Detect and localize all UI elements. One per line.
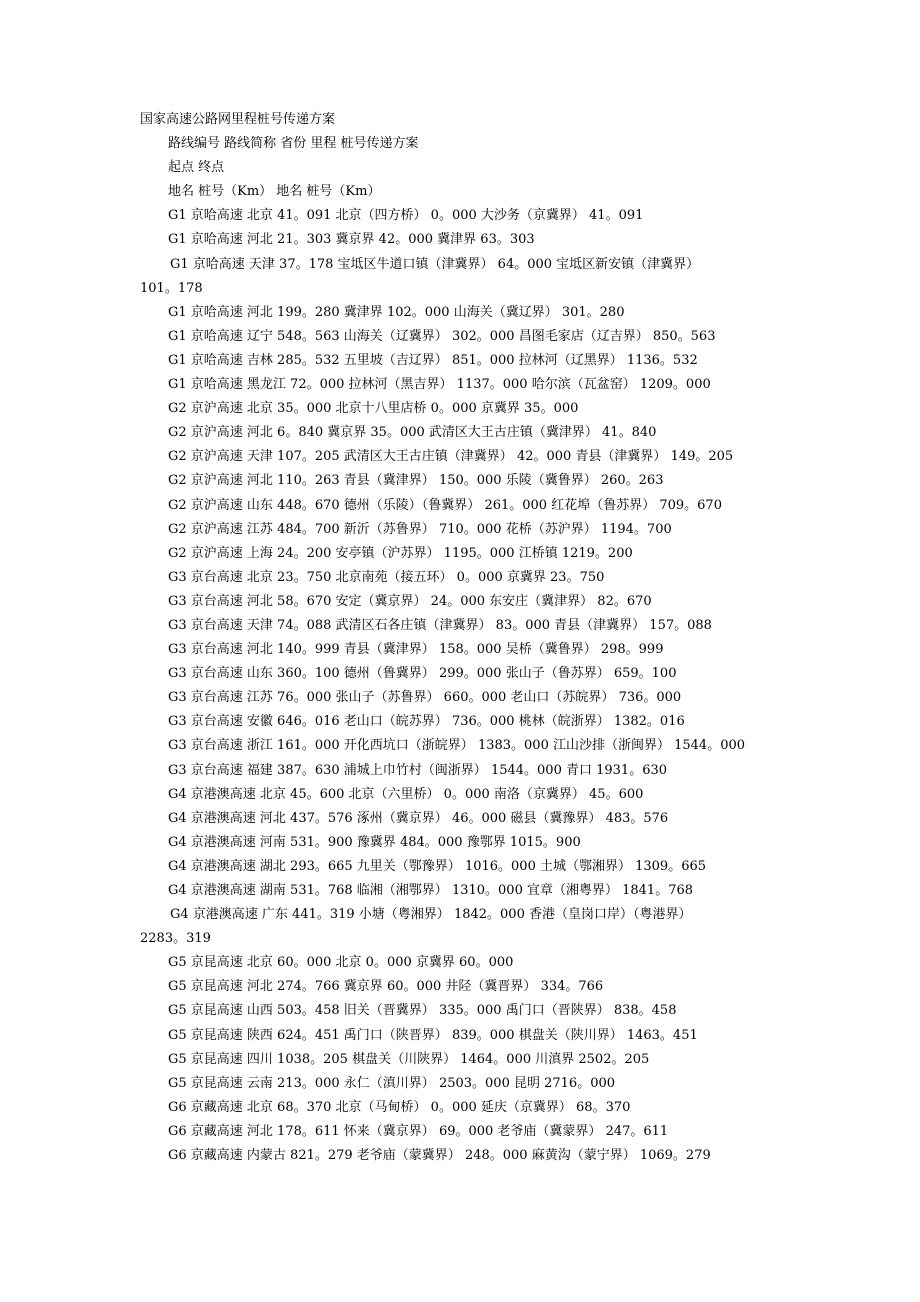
document-page: [0, 108, 920, 1168]
table-row-continuation: 101。178: [140, 280, 203, 296]
table-row: G6 京藏高速 北京 68。370 北京（马甸桥） 0。000 延庆（京冀界） 68。370: [168, 1099, 631, 1115]
table-row: G3 京台高速 北京 23。750 北京南苑（接五环） 0。000 京冀界 23。750: [168, 569, 605, 585]
table-row: G6 京藏高速 内蒙古 821。279 老爷庙（蒙冀界） 248。000 麻黄沟（蒙宁界） 1069。279: [168, 1148, 711, 1164]
table-row: G4 京港澳高速 北京 45。600 北京（六里桥） 0。000 南洛（京冀界） 45。600: [168, 786, 644, 802]
table-header-line: 地名 桩号（Km） 地名 桩号（Km）: [168, 184, 381, 200]
table-row: G2 京沪高速 山东 448。670 德州（乐陵）（鲁冀界） 261。000 红花埠（鲁苏界） 709。670: [168, 497, 722, 513]
table-row: G1 京哈高速 吉林 285。532 五里坡（吉辽界） 851。000 拉林河（辽黑界） 1136。532: [168, 352, 698, 368]
table-row: G1 京哈高速 北京 41。091 北京（四方桥） 0。000 大沙务（京冀界） 41。091: [168, 208, 644, 224]
table-row: G1 京哈高速 河北 199。280 冀津界 102。000 山海关（冀辽界） 301。280: [168, 304, 625, 320]
document-title: 国家高速公路网里程桩号传递方案: [140, 112, 336, 127]
table-row-continuation: 2283。319: [140, 931, 211, 947]
table-row: G5 京昆高速 云南 213。000 永仁（滇川界） 2503。000 昆明 2716。000: [168, 1075, 616, 1091]
table-row: G3 京台高速 安徽 646。016 老山口（皖苏界） 736。000 桃林（皖浙界） 1382。016: [168, 714, 685, 730]
table-row: G2 京沪高速 河北 6。840 冀京界 35。000 武清区大王古庄镇（冀津界） 41。840: [168, 425, 657, 441]
table-row: G5 京昆高速 四川 1038。205 棋盘关（川陕界） 1464。000 川滇界 2502。205: [168, 1051, 650, 1067]
table-row: G3 京台高速 天津 74。088 武清区石各庄镇（津冀界） 83。000 青县（津冀界） 157。088: [168, 617, 712, 633]
table-row: G1 京哈高速 辽宁 548。563 山海关（辽冀界） 302。000 昌图毛家店（辽吉界） 850。563: [168, 328, 716, 344]
table-row: G1 京哈高速 天津 37。178 宝坻区牛道口镇（津冀界） 64。000 宝坻区新安镇（津冀界）: [170, 256, 700, 272]
table-row: G4 京港澳高速 河南 531。900 豫冀界 484。000 豫鄂界 1015。900: [168, 834, 581, 850]
table-row: G4 京港澳高速 河北 437。576 涿州（冀京界） 46。000 磁县（冀豫界） 483。576: [168, 810, 669, 826]
table-row: G1 京哈高速 黑龙江 72。000 拉林河（黑吉界） 1137。000 哈尔滨（瓦盆窑） 1209。000: [168, 377, 711, 393]
table-row: G4 京港澳高速 广东 441。319 小塘（粤湘界） 1842。000 香港（皇岗口岸）（粤港界）: [170, 907, 692, 923]
table-row: G2 京沪高速 上海 24。200 安亭镇（沪苏界） 1195。000 江桥镇 1219。200: [168, 545, 633, 561]
table-row: G5 京昆高速 北京 60。000 北京 0。000 京冀界 60。000: [168, 955, 514, 971]
table-row: G4 京港澳高速 湖北 293。665 九里关（鄂豫界） 1016。000 土城（鄂湘界） 1309。665: [168, 858, 707, 874]
table-row: G5 京昆高速 河北 274。766 冀京界 60。000 井陉（冀晋界） 334。766: [168, 979, 604, 995]
table-row: G3 京台高速 山东 360。100 德州（鲁冀界） 299。000 张山子（鲁苏界） 659。100: [168, 666, 677, 682]
table-row: G3 京台高速 浙江 161。000 开化西坑口（浙皖界） 1383。000 江山沙排（浙闽界） 1544。000: [168, 738, 746, 754]
table-row: G6 京藏高速 河北 178。611 怀来（冀京界） 69。000 老爷庙（冀蒙界） 247。611: [168, 1123, 669, 1139]
table-row: G5 京昆高速 山西 503。458 旧关（晋冀界） 335。000 禹门口（晋陕界） 838。458: [168, 1003, 677, 1019]
table-row: G2 京沪高速 江苏 484。700 新沂（苏鲁界） 710。000 花桥（苏沪界） 1194。700: [168, 521, 672, 537]
table-row: G3 京台高速 江苏 76。000 张山子（苏鲁界） 660。000 老山口（苏皖界） 736。000: [168, 690, 682, 706]
table-row: G1 京哈高速 河北 21。303 冀京界 42。000 冀津界 63。303: [168, 232, 535, 248]
table-row: G3 京台高速 河北 140。999 青县（冀津界） 158。000 吴桥（冀鲁界） 298。999: [168, 642, 664, 658]
table-row: G2 京沪高速 北京 35。000 北京十八里店桥 0。000 京冀界 35。000: [168, 401, 579, 417]
table-row: G3 京台高速 河北 58。670 安定（冀京界） 24。000 东安庄（冀津界） 82。670: [168, 593, 652, 609]
table-row: G5 京昆高速 陕西 624。451 禹门口（陕晋界） 839。000 棋盘关（陕川界） 1463。451: [168, 1027, 698, 1043]
table-row: G3 京台高速 福建 387。630 浦城上巾竹村（闽浙界） 1544。000 青口 1931。630: [168, 762, 668, 778]
table-row: G2 京沪高速 天津 107。205 武清区大王古庄镇（津冀界） 42。000 青县（津冀界） 149。205: [168, 449, 734, 465]
table-header-line: 起点 终点: [168, 160, 225, 176]
table-row: G2 京沪高速 河北 110。263 青县（冀津界） 150。000 乐陵（冀鲁界） 260。263: [168, 473, 664, 489]
table-header-line: 路线编号 路线简称 省份 里程 桩号传递方案: [168, 136, 419, 152]
table-row: G4 京港澳高速 湖南 531。768 临湘（湘鄂界） 1310。000 宜章（湘粤界） 1841。768: [168, 883, 694, 898]
